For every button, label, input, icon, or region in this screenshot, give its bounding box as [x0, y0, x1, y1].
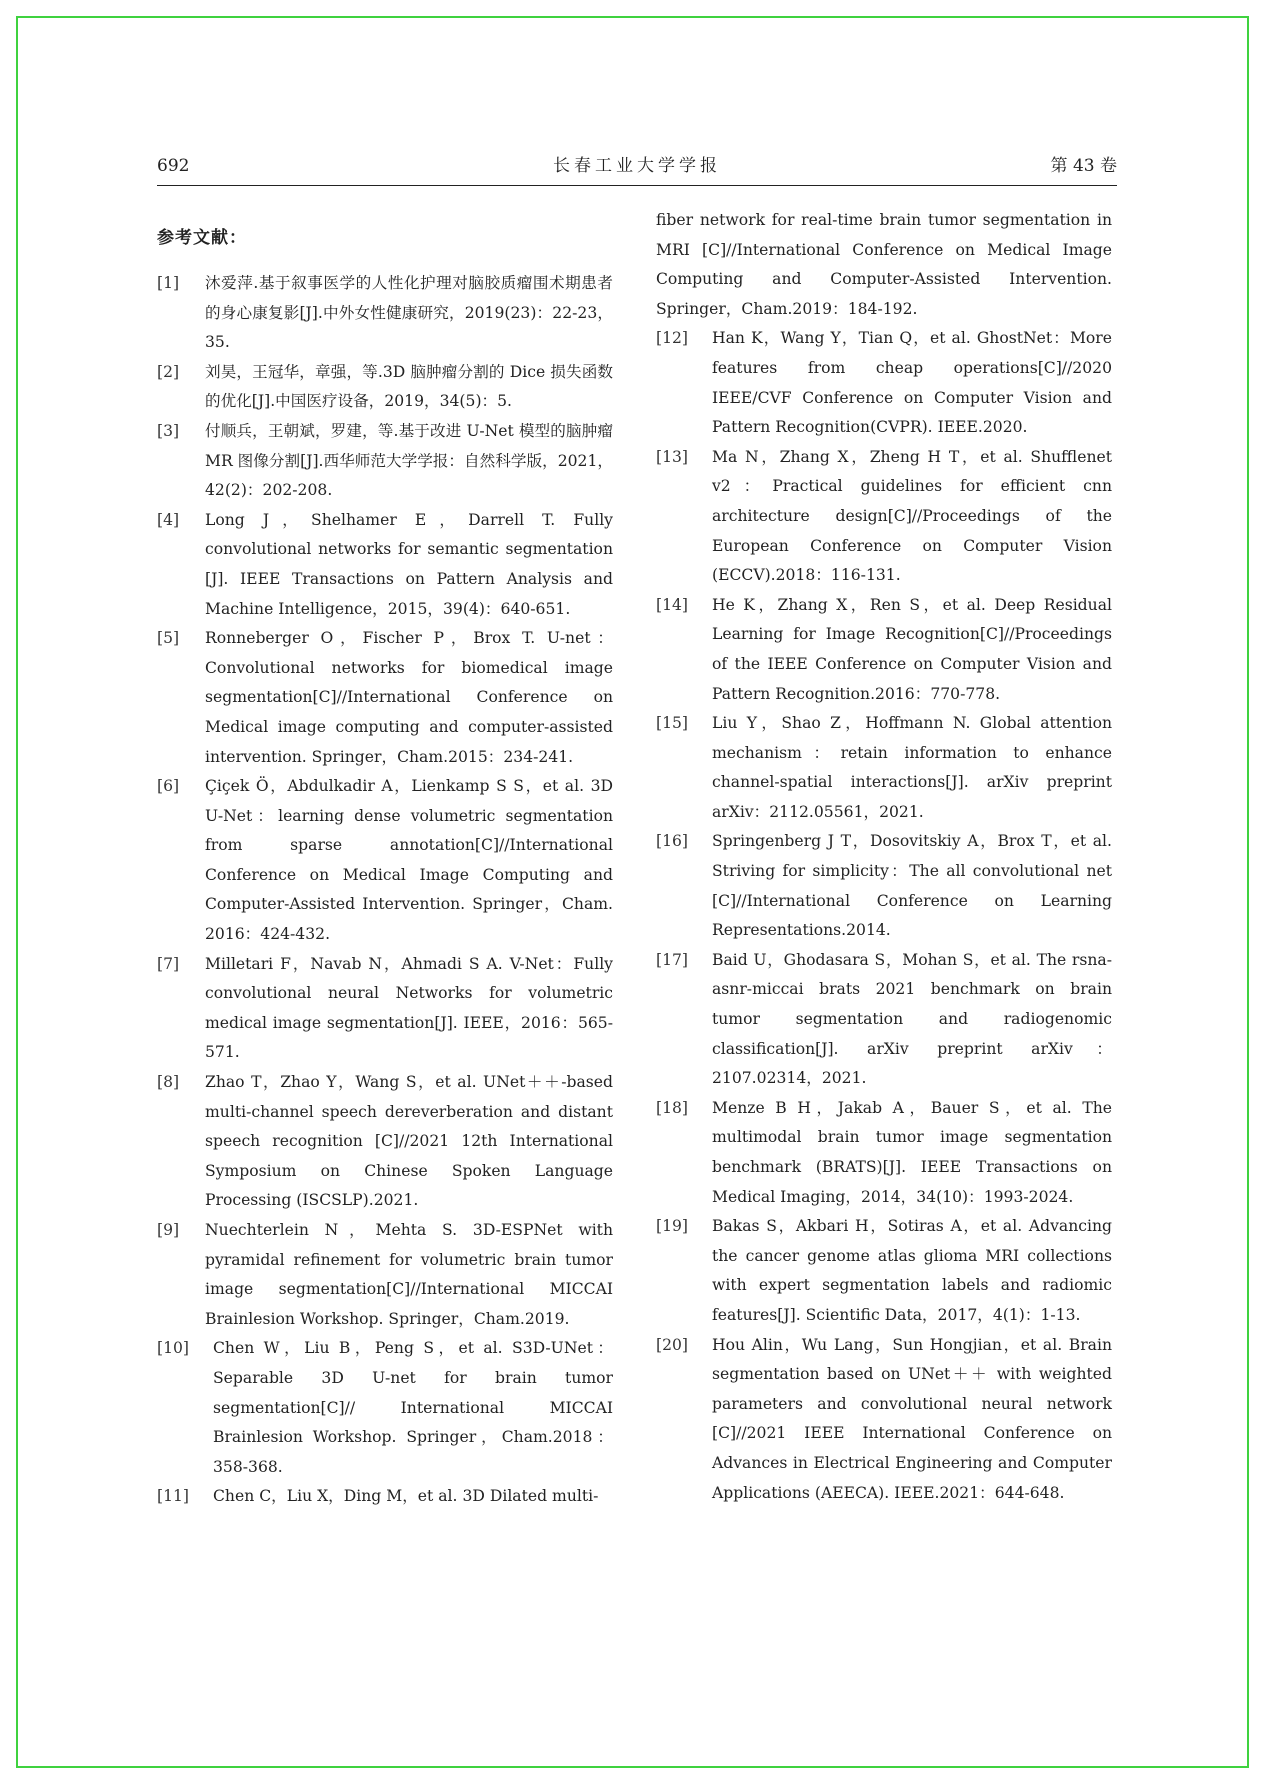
reference-text: Long J，Shelhamer E，Darrell T. Fully convolutional networks for semantic segmentation [J]. IEEE Transactions on Pattern Analysis and Machine Intelligence，2015，39(4)：640-651.: [205, 510, 613, 618]
reference-item: [157, 506, 613, 624]
reference-number: [16]: [656, 832, 689, 851]
reference-number: [8]: [157, 1073, 180, 1092]
reference-item: [157, 269, 613, 358]
reference-item: [656, 709, 1112, 827]
reference-number: [15]: [656, 714, 689, 733]
reference-item: [157, 1068, 613, 1216]
reference-number: [2]: [157, 362, 180, 381]
reference-text: Hou Alin，Wu Lang，Sun Hongjian，et al. Brain segmentation based on UNet＋＋ with weighted parameters and convolutional neural network [C]//2021 IEEE International Conference on Advances in Electrical Engineering and Computer Applications (AEECA). IEEE.2021：644-648.: [712, 1335, 1112, 1502]
reference-item: [656, 1331, 1112, 1509]
reference-text: Liu Y，Shao Z，Hoffmann N. Global attention mechanism：retain information to enhance channel-spatial interactions[J]. arXiv preprint arXiv：2112.05561，2021.: [712, 714, 1112, 821]
reference-item: [157, 1334, 613, 1482]
reference-text: 刘昊，王冠华，章强，等.3D 脑肿瘤分割的 Dice 损失函数的优化[J].中国医疗设备，2019，34(5)：5.: [205, 362, 613, 411]
reference-text: Çiçek Ö，Abdulkadir A，Lienkamp S S，et al. 3D U-Net：learning dense volumetric segmentation from sparse annotation[C]//International Conference on Medical Image Computing and Computer-Assisted Intervention. Springer，Cham. 2016：424-432.: [205, 777, 613, 944]
reference-number: [20]: [656, 1335, 689, 1354]
page-header: [157, 155, 1117, 186]
reference-item: [157, 1482, 613, 1512]
reference-number: [11]: [157, 1487, 190, 1506]
reference-text: Baid U，Ghodasara S，Mohan S，et al. The rsna-asnr-miccai brats 2021 benchmark on brain tumor segmentation and radiogenomic classification[J]. arXiv preprint arXiv：2107.02314，2021.: [712, 950, 1112, 1088]
reference-item: [656, 324, 1112, 442]
reference-list-left: [157, 269, 613, 1512]
reference-number: [4]: [157, 510, 180, 529]
reference-text: Menze B H，Jakab A，Bauer S，et al. The multimodal brain tumor image segmentation benchmark (BRATS)[J]. IEEE Transactions on Medical Imaging，2014，34(10)：1993-2024.: [712, 1098, 1112, 1206]
reference-text: Chen C，Liu X，Ding M，et al. 3D Dilated multi-: [213, 1487, 599, 1506]
reference-item: [656, 1094, 1112, 1212]
volume-label: 第 43 卷: [1050, 156, 1117, 176]
journal-title: 长春工业大学学报: [553, 156, 721, 176]
reference-text: Bakas S，Akbari H，Sotiras A，et al. Advancing the cancer genome atlas glioma MRI collections with expert segmentation labels and radiomic features[J]. Scientific Data，2017，4(1)：1-13.: [712, 1217, 1112, 1324]
reference-item: [157, 950, 613, 1068]
reference-text: Ronneberger O，Fischer P，Brox T. U-net：Convolutional networks for biomedical image segmentation[C]//International Conference on Medical image computing and computer-assisted intervention. Springer，Cham.2015：234-241.: [205, 629, 613, 766]
reference-number: [1]: [157, 274, 180, 292]
reference-item: [656, 591, 1112, 709]
reference-text: 沐爱萍.基于叙事医学的人性化护理对脑胶质瘤围术期患者的身心康复影[J].中外女性健康研究，2019(23)：22-23，35.: [205, 274, 613, 352]
reference-number: [18]: [656, 1098, 689, 1117]
reference-number: [6]: [157, 777, 180, 796]
reference-number: [19]: [656, 1217, 689, 1236]
reference-item: [656, 1212, 1112, 1330]
page-number: 692: [157, 156, 190, 176]
reference-text: Nuechterlein N，Mehta S. 3D-ESPNet with pyramidal refinement for volumetric brain tumor image segmentation[C]//International MICCAI Brainlesion Workshop. Springer，Cham.2019.: [205, 1221, 613, 1328]
reference-number: [7]: [157, 954, 180, 973]
reference-item: [656, 443, 1112, 591]
reference-item: [656, 827, 1112, 945]
reference-number: [14]: [656, 595, 689, 614]
reference-number: [10]: [157, 1339, 190, 1358]
reference-text: Chen W，Liu B，Peng S，et al. S3D-UNet：Separable 3D U-net for brain tumor segmentation[C]// International MICCAI Brainlesion Workshop. Springer，Cham.2018：358-368.: [213, 1339, 613, 1476]
reference-list-right: [656, 324, 1112, 1508]
right-column: [656, 206, 1112, 1508]
reference-text: He K，Zhang X，Ren S，et al. Deep Residual Learning for Image Recognition[C]//Proceedings of the IEEE Conference on Computer Vision and Pattern Recognition.2016：770-778.: [712, 595, 1112, 703]
reference-item: [157, 624, 613, 772]
reference-item: [157, 772, 613, 950]
reference-text: Springenberg J T，Dosovitskiy A，Brox T，et al. Striving for simplicity：The all convolutional net [C]//International Conference on Learning Representations.2014.: [712, 832, 1112, 940]
section-title: 参考文献：: [157, 228, 247, 248]
reference-item: [157, 358, 613, 417]
reference-item: [656, 946, 1112, 1094]
reference-number: [17]: [656, 950, 689, 969]
reference-text: Milletari F，Navab N，Ahmadi S A. V-Net：Fully convolutional neural Networks for volumetric medical image segmentation[J]. IEEE，2016：565-571.: [205, 954, 613, 1062]
reference-number: [12]: [656, 329, 689, 348]
reference-11-continuation: fiber network for real-time brain tumor segmentation in MRI [C]//International Conference on Medical Image Computing and Computer-Assisted Intervention. Springer，Cham.2019：184-192.: [656, 211, 1112, 318]
reference-number: [3]: [157, 421, 180, 440]
reference-number: [9]: [157, 1221, 180, 1239]
left-column: [157, 206, 613, 1512]
reference-item: [157, 417, 613, 506]
reference-text: Ma N，Zhang X，Zheng H T，et al. Shufflenet v2：Practical guidelines for efficient cnn architecture design[C]//Proceedings of the European Conference on Computer Vision (ECCV).2018：116-131.: [712, 447, 1112, 585]
reference-number: [5]: [157, 629, 180, 648]
reference-number: [13]: [656, 447, 689, 466]
reference-text: 付顺兵，王朝斌，罗建，等.基于改进 U-Net 模型的脑肿瘤 MR 图像分割[J].西华师范大学学报：自然科学版，2021，42(2)：202-208.: [205, 421, 613, 500]
reference-text: Zhao T，Zhao Y，Wang S，et al. UNet＋＋-based multi-channel speech dereverberation and distant speech recognition [C]//2021 12th International Symposium on Chinese Spoken Language Processing (ISCSLP).2021.: [205, 1073, 613, 1210]
reference-item: [157, 1216, 613, 1334]
reference-text: Han K，Wang Y，Tian Q，et al. GhostNet：More features from cheap operations[C]//2020 IEEE/CVF Conference on Computer Vision and Pattern Recognition(CVPR). IEEE.2020.: [712, 329, 1112, 437]
